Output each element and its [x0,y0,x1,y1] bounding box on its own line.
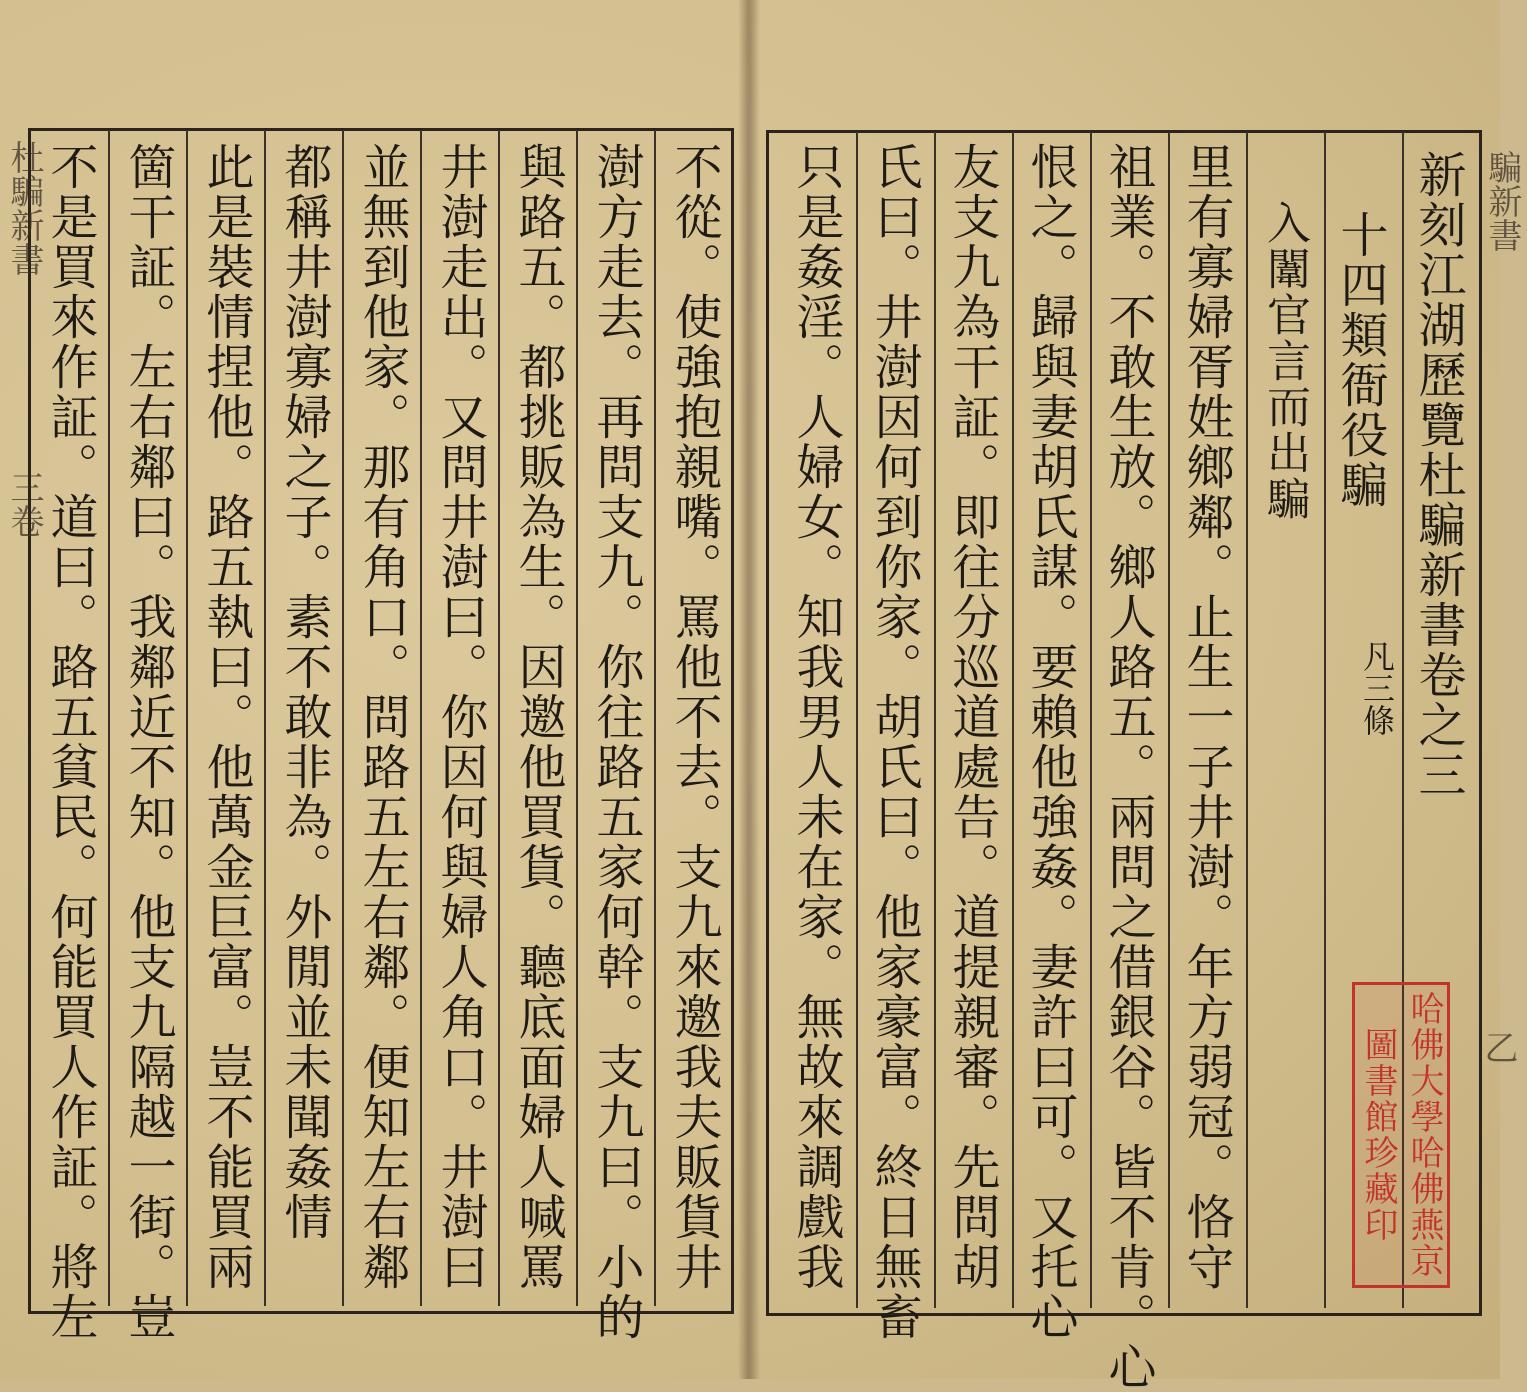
text-column-right-4: 友支九為干証。即往分巡道處告。道提親審。先問胡 [944,142,1000,1292]
column-rule [420,130,422,1306]
column-rule [1012,132,1014,1308]
left-edge-juan: 三卷 [4,470,44,538]
library-seal-stamp [1352,982,1450,1288]
column-rule [1168,132,1170,1308]
text-column-left-7: 此是裝情捏他。路五執曰。他萬金巨富。豈不能買兩 [198,142,254,1292]
text-column-right-5: 氏曰。井澍因何到你家。胡氏曰。他家豪富。終日無畜 [866,142,922,1342]
column-rule [576,130,578,1306]
column-rule [654,130,656,1306]
right-edge-title: 騙新書 [1482,150,1522,252]
count-note: 凡三條 [1358,640,1396,736]
leaf-number: 乙 [1478,1030,1518,1064]
book-title: 新刻江湖歷覽杜騙新書卷之三 [1410,150,1466,800]
column-rule [186,130,188,1306]
story-title: 入闈官言而出騙 [1259,200,1310,522]
left-page [0,0,745,1379]
column-rule [108,130,110,1306]
text-column-right-2: 祖業。不敢生放。鄉人路五。兩問之借銀谷。皆不肯。心 [1100,142,1156,1392]
column-rule [934,132,936,1308]
text-column-left-8: 箇干証。左右鄰曰。我鄰近不知。他支九隔越一街。豈 [120,142,176,1342]
text-column-left-5: 並無到他家。那有角口。問路五左右鄰。便知左右鄰 [354,142,410,1292]
seal-line-2: 圖書館珍藏印 [1358,1027,1398,1243]
category-heading: 十四類衙役騙 [1332,210,1388,510]
text-column-left-4: 井澍走出。又問井澍曰。你因何與婦人角口。井澍曰 [432,142,488,1292]
column-rule [498,130,500,1306]
column-rule [264,130,266,1306]
text-column-left-6: 都稱井澍寡婦之子。素不敢非為。外閒並未聞姦情 [276,142,332,1242]
left-edge-title: 杜騙新書 [4,140,44,276]
column-rule [1090,132,1092,1308]
text-column-left-3: 與路五。都挑販為生。因邀他買貨。聽底面婦人喊罵 [510,142,566,1292]
text-column-left-9: 不是買來作証。道曰。路五貧民。何能買人作証。將左 [42,142,98,1342]
text-column-right-6: 只是姦淫。人婦女。知我男人未在家。無故來調戲我 [788,142,844,1292]
column-rule [342,130,344,1306]
column-rule [1324,132,1326,1308]
seal-line-1: 哈佛大學哈佛燕京 [1404,991,1444,1279]
text-column-right-1: 里有寡婦胥姓鄉鄰。止生一子井澍。年方弱冠。恪守 [1178,142,1234,1292]
column-rule [856,132,858,1308]
text-column-left-2: 澍方走去。再問支九。你往路五家何幹。支九曰。小的 [588,142,644,1342]
column-rule [1246,132,1248,1308]
text-column-left-1: 不從。使強抱親嘴。罵他不去。支九來邀我夫販貨井 [666,142,722,1292]
text-column-right-3: 恨之。歸與妻胡氏謀。要賴他強姦。妻許曰可。又托心 [1022,142,1078,1342]
